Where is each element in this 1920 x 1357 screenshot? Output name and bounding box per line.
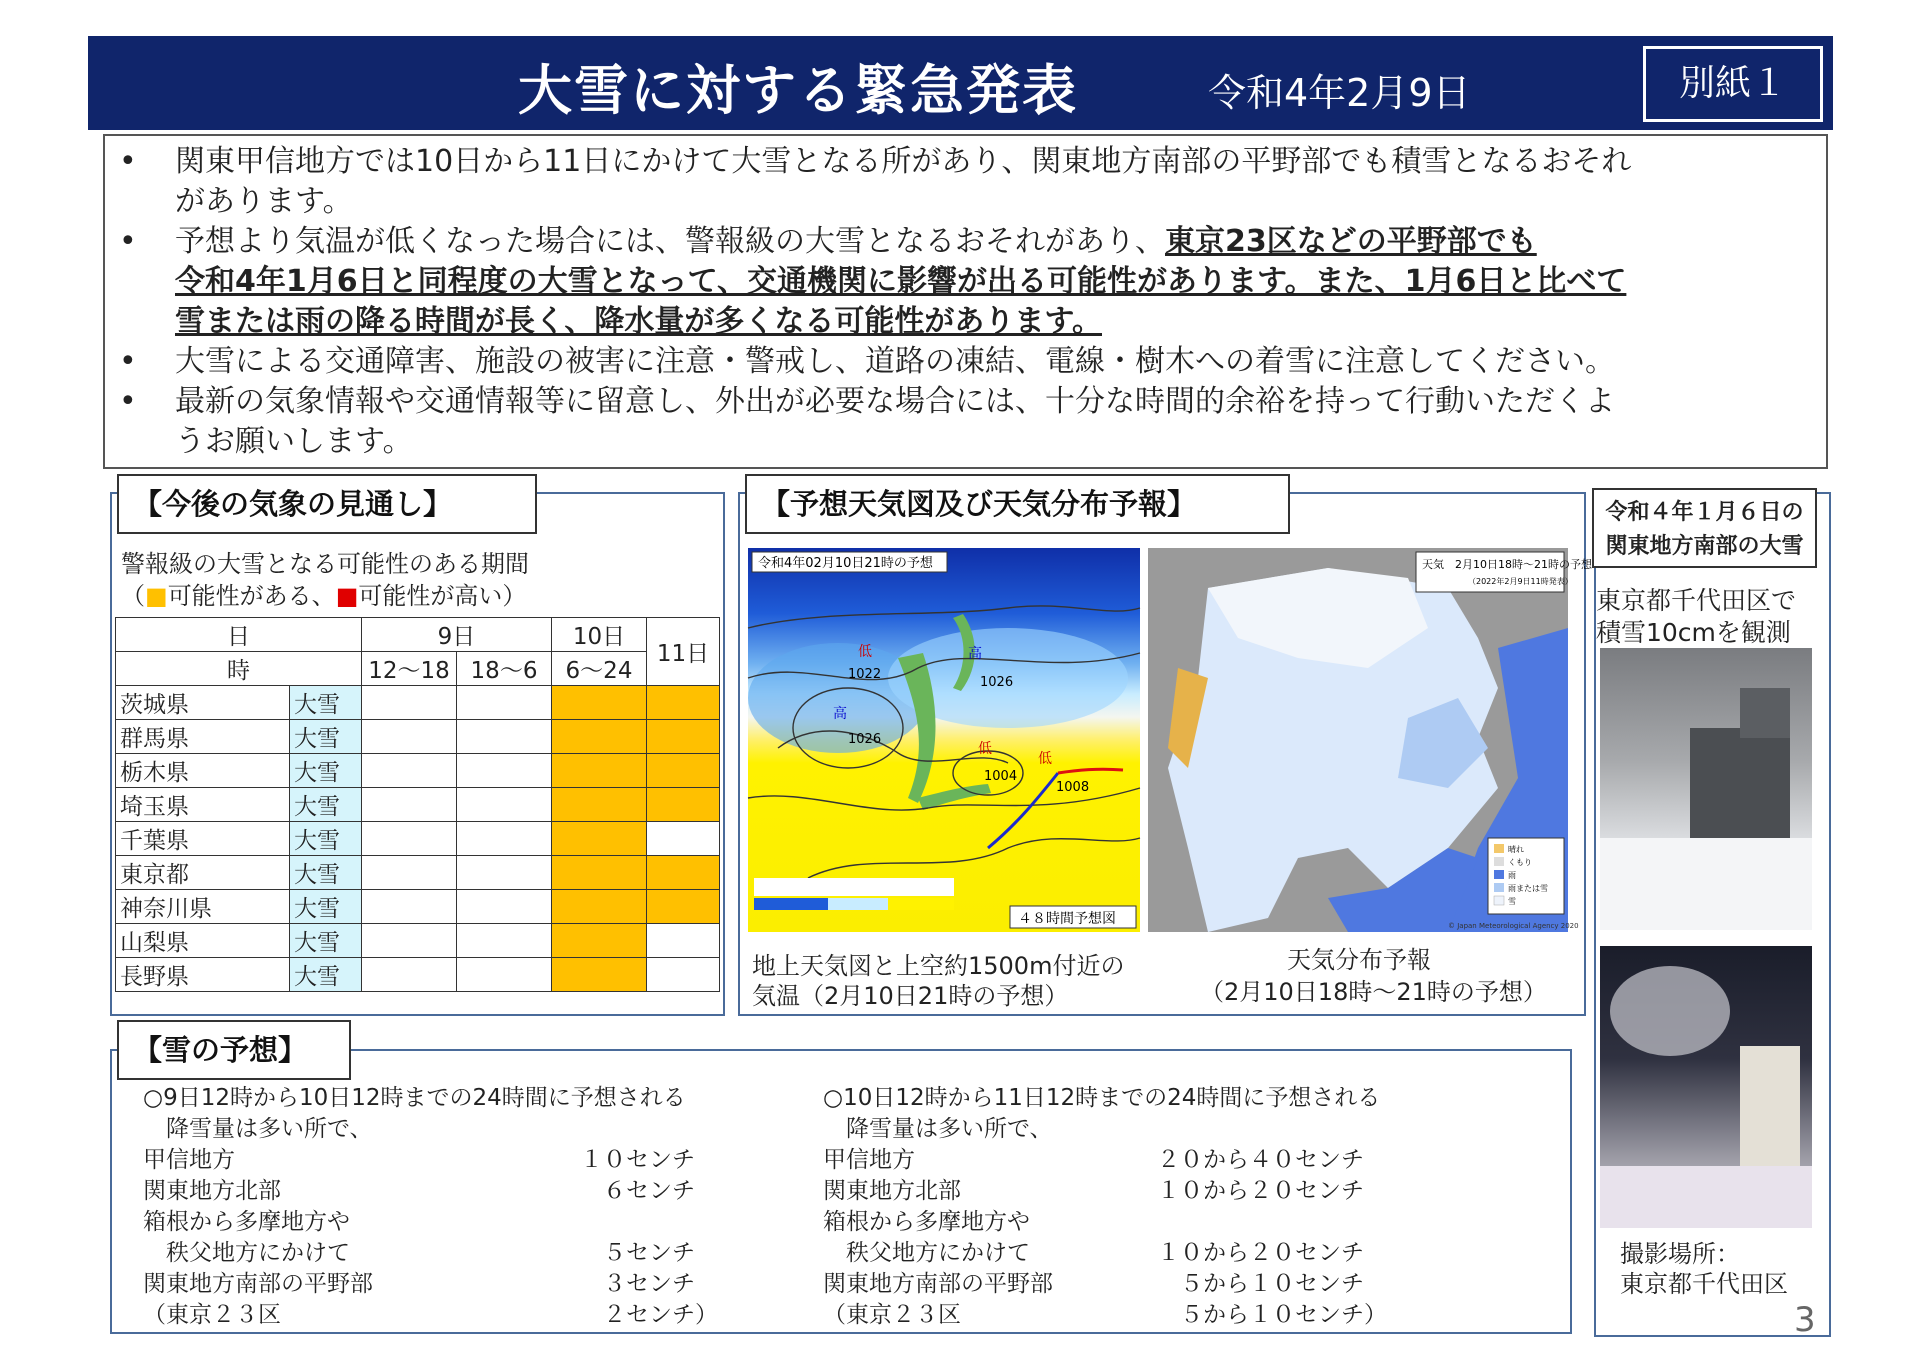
header-time: 時 xyxy=(116,652,362,686)
snow-forecast-title: 【雪の予想】 xyxy=(117,1020,351,1080)
snow-forecast-heading: 降雪量は多い所で、 xyxy=(143,1116,373,1142)
period-cell xyxy=(362,822,457,856)
page-number: 3 xyxy=(1794,1300,1816,1340)
low-mark: 低 xyxy=(1038,751,1052,767)
period-cell xyxy=(457,788,552,822)
snow-area-label: 甲信地方 xyxy=(823,1147,915,1173)
outlook-legend: （■可能性がある、■可能性が高い） xyxy=(121,582,527,610)
period-cell xyxy=(362,890,457,924)
prefecture-cell: 神奈川県 xyxy=(116,890,290,924)
period-cell xyxy=(552,754,647,788)
weather-chart-label: 令和4年02月10日21時の予想 xyxy=(758,556,933,571)
page-title: 大雪に対する緊急発表 xyxy=(518,59,1078,122)
photo-caption: 撮影場所： xyxy=(1620,1240,1740,1268)
header-day: 日 xyxy=(116,618,362,652)
summary-item-1 xyxy=(175,142,1815,222)
summary-line: があります。 xyxy=(175,184,353,219)
legend-rain-or-snow: 雨または雪 xyxy=(1508,884,1548,893)
period-cell xyxy=(362,720,457,754)
bullet: • xyxy=(119,384,137,419)
table-row xyxy=(116,924,720,958)
period-cell xyxy=(457,958,552,992)
sidebar-desc: 積雪10cmを観測 xyxy=(1596,618,1791,647)
pressure-label: 1026 xyxy=(848,732,882,747)
period-cell xyxy=(552,890,647,924)
prefecture-cell: 群馬県 xyxy=(116,720,290,754)
sidebar-title-line: 令和４年１月６日の xyxy=(1605,500,1804,525)
header-time-3: 6～24 xyxy=(552,652,647,686)
period-cell xyxy=(457,856,552,890)
period-cell xyxy=(362,856,457,890)
period-cell xyxy=(647,890,720,924)
snow-amount-value: １０から２０センチ xyxy=(1157,1178,1364,1204)
period-cell xyxy=(647,754,720,788)
period-cell xyxy=(362,924,457,958)
distribution-credit: © Japan Meteorological Agency 2020 xyxy=(1448,922,1579,930)
forecast-title: 【予想天気図及び天気分布予報】 xyxy=(745,474,1290,534)
period-cell xyxy=(362,754,457,788)
distribution-label: 天気 2月10日18時～21時の予想 xyxy=(1422,558,1592,571)
snow-photo-day xyxy=(1600,648,1812,930)
period-cell xyxy=(457,754,552,788)
summary-emphasis: 令和4年1月6日と同程度の大雪となって、交通機関に影響が出る可能性があります。また、1月6日と比べて xyxy=(175,264,1627,299)
warning-kind-cell: 大雪 xyxy=(290,788,362,822)
snow-amount-value: ５センチ xyxy=(580,1240,695,1266)
annex-label: 別紙１ xyxy=(1643,46,1823,122)
snow-forecast-heading: ○9日12時から10日12時までの24時間に予想される xyxy=(143,1085,686,1111)
pressure-label: 1004 xyxy=(984,769,1018,784)
snow-amount-value: ３センチ xyxy=(580,1271,695,1297)
snow-area-label: 関東地方北部 xyxy=(823,1178,961,1204)
warning-kind-cell: 大雪 xyxy=(290,958,362,992)
sidebar-desc: 東京都千代田区で xyxy=(1596,586,1797,615)
period-cell xyxy=(647,958,720,992)
weather-chart-caption: 気温（2月10日21時の予想） xyxy=(752,982,1069,1010)
legend-possible-swatch: ■ xyxy=(145,582,168,610)
warning-kind-cell: 大雪 xyxy=(290,686,362,720)
warning-kind-cell: 大雪 xyxy=(290,720,362,754)
warning-kind-cell: 大雪 xyxy=(290,822,362,856)
snow-amount-value: １０から２０センチ xyxy=(1157,1240,1364,1266)
weather-chart-caption: 地上天気図と上空約1500m付近の xyxy=(752,952,1125,980)
prefecture-cell: 千葉県 xyxy=(116,822,290,856)
period-cell xyxy=(552,822,647,856)
period-cell xyxy=(647,924,720,958)
summary-line: 関東甲信地方では10日から11日にかけて大雪となる所があり、関東地方南部の平野部でも積雪となるおそれ xyxy=(175,144,1632,179)
table-row xyxy=(116,686,720,720)
summary-emphasis: 東京23区などの平野部でも xyxy=(1165,224,1537,259)
summary-line: 最新の気象情報や交通情報等に留意し、外出が必要な場合には、十分な時間的余裕を持って行動いただくよ xyxy=(175,384,1615,419)
snow-area-label: 箱根から多摩地方や xyxy=(143,1209,350,1235)
prefecture-cell: 長野県 xyxy=(116,958,290,992)
weather-distribution-graphic xyxy=(1148,548,1592,932)
snow-area-label: 甲信地方 xyxy=(143,1147,235,1173)
summary-item-3 xyxy=(175,342,1815,382)
bullet: • xyxy=(119,144,137,179)
warning-kind-cell: 大雪 xyxy=(290,856,362,890)
legend-rain: 雨 xyxy=(1508,871,1516,880)
period-cell xyxy=(647,788,720,822)
issue-date: 令和4年2月9日 xyxy=(1208,71,1471,115)
period-cell xyxy=(362,958,457,992)
summary-line: 大雪による交通障害、施設の被害に注意・警戒し、道路の凍結、電線・樹木への着雪に注意してください。 xyxy=(175,344,1615,379)
period-cell xyxy=(552,720,647,754)
prefecture-cell: 茨城県 xyxy=(116,686,290,720)
low-mark: 低 xyxy=(858,644,872,660)
snow-amount-value: ５から１０センチ xyxy=(1157,1271,1364,1297)
weather-chart-image xyxy=(748,548,1140,932)
header-time-2: 18～6 xyxy=(457,652,552,686)
period-cell xyxy=(457,720,552,754)
snow-amount-value: ２０から４０センチ xyxy=(1157,1147,1364,1173)
table-row xyxy=(116,822,720,856)
weather-chart-graphic xyxy=(748,548,1140,932)
distribution-sublabel: （2022年2月9日11時発表） xyxy=(1468,577,1573,586)
pressure-label: 1008 xyxy=(1056,780,1090,795)
prefecture-cell: 山梨県 xyxy=(116,924,290,958)
snow-amount-value: ５から１０センチ） xyxy=(1157,1302,1387,1328)
table-row xyxy=(116,856,720,890)
legend-cloudy: くもり xyxy=(1508,858,1532,867)
summary-line: 予想より気温が低くなった場合には、警報級の大雪となるおそれがあり、 xyxy=(175,224,1165,259)
snow-forecast-heading: ○10日12時から11日12時までの24時間に予想される xyxy=(823,1085,1381,1111)
period-cell xyxy=(457,890,552,924)
period-cell xyxy=(457,822,552,856)
warning-period-table xyxy=(115,617,720,992)
table-row xyxy=(116,754,720,788)
summary-item-4 xyxy=(175,382,1815,462)
summary-box xyxy=(103,134,1828,469)
pressure-label: 1026 xyxy=(980,675,1014,690)
high-mark: 高 xyxy=(833,706,847,722)
chart-badge: ４８時間予想図 xyxy=(1018,911,1116,927)
snow-amount-value: ２センチ） xyxy=(580,1302,718,1328)
snow-forecast-heading: 降雪量は多い所で、 xyxy=(823,1116,1053,1142)
bullet: • xyxy=(119,224,137,259)
period-cell xyxy=(362,788,457,822)
pressure-label: 1022 xyxy=(848,667,882,682)
period-cell xyxy=(552,788,647,822)
period-cell xyxy=(552,856,647,890)
snow-area-label: （東京２３区 xyxy=(823,1302,961,1328)
header-day-11: 11日 xyxy=(647,618,720,686)
prefecture-cell: 東京都 xyxy=(116,856,290,890)
prefecture-cell: 埼玉県 xyxy=(116,788,290,822)
snow-area-label: 関東地方北部 xyxy=(143,1178,281,1204)
snow-amount-value: ６センチ xyxy=(580,1178,695,1204)
legend-sunny: 晴れ xyxy=(1508,845,1524,854)
prefecture-cell: 栃木県 xyxy=(116,754,290,788)
sidebar-title xyxy=(1592,488,1817,568)
weather-distribution-image xyxy=(1148,548,1592,932)
table-row xyxy=(116,890,720,924)
bullet: • xyxy=(119,344,137,379)
header-day-9: 9日 xyxy=(362,618,552,652)
snow-area-label: 秩父地方にかけて xyxy=(823,1240,1030,1266)
period-cell xyxy=(552,958,647,992)
header-time-1: 12～18 xyxy=(362,652,457,686)
snow-area-label: 箱根から多摩地方や xyxy=(823,1209,1030,1235)
period-cell xyxy=(552,924,647,958)
header-banner xyxy=(88,36,1833,130)
warning-kind-cell: 大雪 xyxy=(290,924,362,958)
snow-area-label: 関東地方南部の平野部 xyxy=(823,1271,1053,1297)
table-row xyxy=(116,720,720,754)
table-row xyxy=(116,958,720,992)
period-cell xyxy=(647,822,720,856)
sidebar-title-line: 関東地方南部の大雪 xyxy=(1605,534,1804,559)
snow-area-label: （東京２３区 xyxy=(143,1302,281,1328)
header-day-10: 10日 xyxy=(552,618,647,652)
snow-area-label: 秩父地方にかけて xyxy=(143,1240,350,1266)
warning-kind-cell: 大雪 xyxy=(290,754,362,788)
period-cell xyxy=(552,686,647,720)
photo-caption: 東京都千代田区 xyxy=(1620,1270,1788,1298)
period-cell xyxy=(457,686,552,720)
period-cell xyxy=(647,856,720,890)
summary-item-2 xyxy=(175,222,1815,342)
period-cell xyxy=(647,720,720,754)
period-cell xyxy=(362,686,457,720)
period-cell xyxy=(457,924,552,958)
warning-kind-cell: 大雪 xyxy=(290,890,362,924)
low-mark: 低 xyxy=(978,741,992,757)
table-row xyxy=(116,788,720,822)
distribution-caption: 天気分布予報 xyxy=(1287,946,1431,974)
legend-snow: 雪 xyxy=(1508,897,1516,906)
distribution-caption: （2月10日18時～21時の予想） xyxy=(1200,978,1547,1006)
summary-emphasis: 雪または雨の降る時間が長く、降水量が多くなる可能性があります。 xyxy=(175,304,1102,339)
snow-amount-value: １０センチ xyxy=(580,1147,695,1173)
summary-line: うお願いします。 xyxy=(175,424,413,459)
period-cell xyxy=(647,686,720,720)
high-mark: 高 xyxy=(968,646,982,662)
outlook-caption: 警報級の大雪となる可能性のある期間 xyxy=(121,550,529,578)
snow-photo-night xyxy=(1600,946,1812,1228)
outlook-title: 【今後の気象の見通し】 xyxy=(117,474,537,534)
snow-area-label: 関東地方南部の平野部 xyxy=(143,1271,373,1297)
legend-high-swatch: ■ xyxy=(335,582,359,610)
